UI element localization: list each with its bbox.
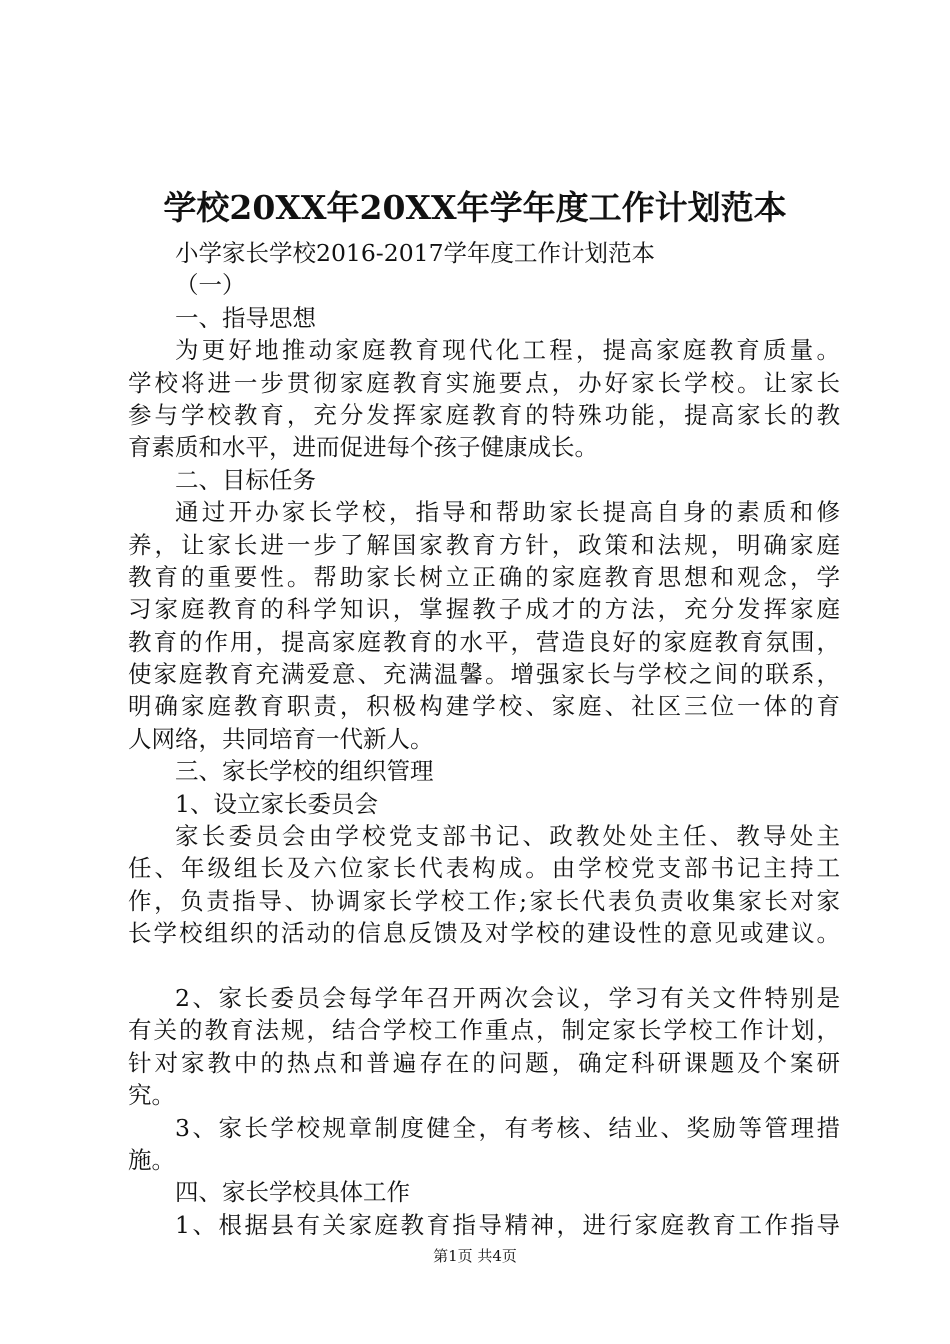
text-line: 四、家长学校具体工作: [175, 1178, 410, 1207]
document-body: [128, 237, 840, 1241]
text-line: 学校将进一步贯彻家庭教育实施要点，办好家长学校。让家长: [128, 368, 840, 397]
text-line: 3、家长学校规章制度健全，有考核、结业、奖励等管理措: [175, 1113, 840, 1142]
text-line: 为更好地推动家庭教育现代化工程，提高家庭教育质量。: [175, 336, 840, 365]
text-line: 使家庭教育充满爱意、充满温馨。增强家长与学校之间的联系，: [128, 660, 840, 689]
text-line: 作，负责指导、协调家长学校工作;家长代表负责收集家长对家: [128, 886, 840, 915]
document-title: 学校20XX年20XX年学年度工作计划范本: [163, 188, 787, 227]
text-line: 针对家教中的热点和普遍存在的问题，确定科研课题及个案研: [128, 1048, 840, 1077]
text-line: 究。: [128, 1081, 175, 1110]
text-line: 家长委员会由学校党支部书记、政教处处主任、教导处主: [175, 822, 840, 851]
text-line: 施。: [128, 1145, 175, 1174]
text-line: 教育的作用，提高家庭教育的水平，营造良好的家庭教育氛围，: [128, 627, 840, 656]
text-line: 明确家庭教育职责，积极构建学校、家庭、社区三位一体的育: [128, 692, 840, 721]
text-line: 教育的重要性。帮助家长树立正确的家庭教育思想和观念，学: [128, 562, 840, 591]
page-footer: 第1页 共4页: [433, 1247, 517, 1265]
text-line: 习家庭教育的科学知识，掌握教子成才的方法，充分发挥家庭: [128, 595, 840, 624]
text-line: （一）: [175, 271, 246, 300]
text-line: 参与学校教育，充分发挥家庭教育的特殊功能，提高家长的教: [128, 400, 840, 429]
text-line: 有关的教育法规，结合学校工作重点，制定家长学校工作计划，: [128, 1016, 840, 1045]
text-line: 任、年级组长及六位家长代表构成。由学校党支部书记主持工: [128, 854, 840, 883]
text-line: 三、家长学校的组织管理: [175, 757, 434, 786]
text-line: 小学家长学校2016-2017学年度工作计划范本: [175, 239, 656, 267]
text-line: 养，让家长进一步了解国家教育方针，政策和法规，明确家庭: [128, 530, 840, 559]
text-line: 人网络，共同培育一代新人。: [128, 724, 434, 753]
text-line: 通过开办家长学校，指导和帮助家长提高自身的素质和修: [175, 498, 840, 527]
text-line: [128, 950, 840, 982]
text-line: 2、家长委员会每学年召开两次会议，学习有关文件特别是: [175, 983, 840, 1012]
text-line: 一、指导思想: [175, 303, 316, 332]
text-line: 1、根据县有关家庭教育指导精神，进行家庭教育工作指导: [175, 1210, 840, 1239]
text-line: 二、目标任务: [175, 465, 316, 494]
text-line: 育素质和水平，进而促进每个孩子健康成长。: [128, 433, 598, 462]
text-line: 长学校组织的活动的信息反馈及对学校的建设性的意见或建议。: [128, 919, 840, 948]
text-line: 1、设立家长委员会: [175, 789, 378, 818]
